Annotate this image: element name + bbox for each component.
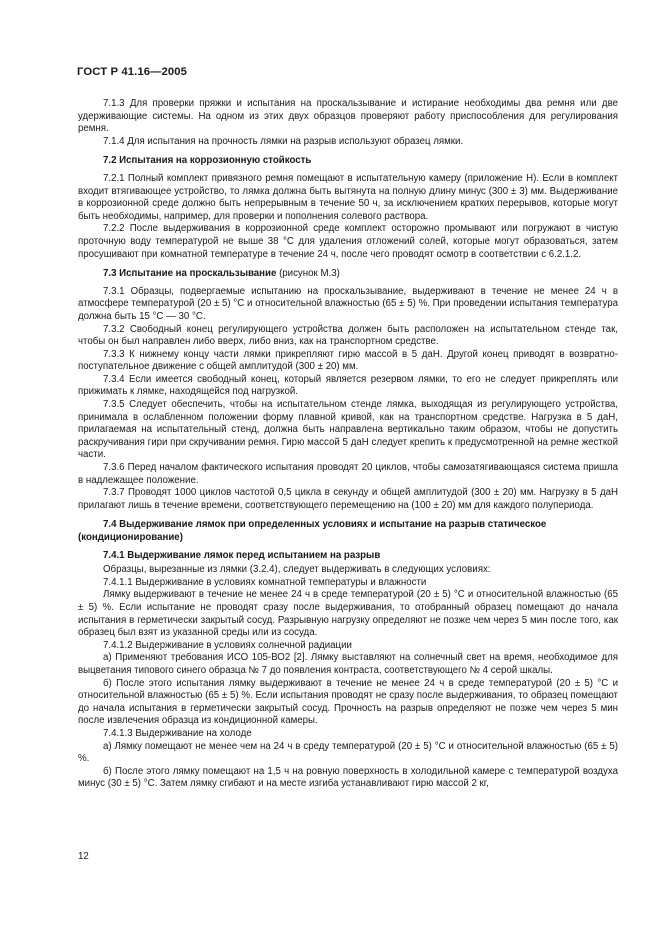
paragraph: 7.3.2 Свободный конец регулирующего устройства должен быть расположен на испытательном стенде так, чтобы он был направлен либо вверх, либо вниз, как на транспортном средстве. — [78, 323, 618, 348]
paragraph: 7.3.6 Перед началом фактического испытания проводят 20 циклов, чтобы самозатягивающаяся система пришла в надлежащее положение. — [78, 462, 618, 486]
section-heading — [78, 268, 618, 281]
paragraph: 7.3.3 К нижнему концу части лямки прикрепляют гирю массой в 5 даН. Другой конец приводят в возвратно-поступательное движение с общей амплитудой (300 ± 20) мм. — [78, 348, 618, 373]
section-heading — [78, 519, 618, 544]
heading-text: 7.3 Испытание на проскальзывание — [103, 268, 277, 280]
document-header: ГОСТ Р 41.16—2005 — [77, 66, 188, 78]
paragraph: 7.4.1.3 Выдерживание на холоде — [103, 727, 252, 739]
paragraph: 7.2.2 После выдерживания в коррозионной среде комплект осторожно промывают или погружают в чистую проточную воду температурой не выше 38 °С для удаления отложений солей, которые могут образоваться, затем просушивают при комнатной температуре в течение 24 ч, после чего проводят осмотр в соответствии с 6.2.1.2. — [78, 223, 618, 260]
section-heading — [78, 155, 618, 168]
paragraph: 7.3.7 Проводят 1000 циклов частотой 0,5 цикла в секунду и общей амплитудой (300 ± 20) мм. Нагрузку в 5 даН прилагают лишь в течение времени, соответствующего перемещению на (100 ± 20) мм для каждого полупериода. — [78, 487, 618, 511]
page-number: 12 — [78, 851, 89, 862]
paragraph: 7.3.4 Если имеется свободный конец, который является резервом лямки, то его не следует прикреплять или прижимать к лямке, находящейся под нагрузкой. — [78, 373, 618, 398]
heading-text: 7.4.1 Выдерживание лямок перед испытанием на разрыв — [103, 549, 381, 561]
paragraph: 7.1.4 Для испытания на прочность лямки на разрыв используют образец лямки. — [103, 135, 464, 147]
paragraph: б) После этого испытания лямку выдерживают в течение не менее 24 ч в среде температурой (20 ± 5) °С и относительной влажностью (65 ± 5) %. Если испытания проводят не сразу после выдерживания, то образец помещают до начала испытания в герметически закрытый сосуд. Прочность на разрыв определяют не позже чем через 5 мин после извлечения образца из кондиционной камеры. — [78, 677, 618, 727]
document-body — [78, 98, 618, 791]
paragraph: 7.1.3 Для проверки пряжки и испытания на проскальзывание и истирание необходимы два ремня или две удерживающие системы. На одном из этих двух образцов проверяют работу приспособления для регулирования ремня. — [78, 98, 618, 135]
paragraph: а) Лямку помещают не менее чем на 24 ч в среду температурой (20 ± 5) °С и относительной влажностью (65 ± 5) %. — [78, 740, 618, 765]
paragraph: 7.2.1 Полный комплект привязного ремня помещают в испытательную камеру (приложение Н). Если в комплект входит втягивающее устройство, то лямка должна быть вытянута на полную длину минус (300 ± 3) мм. Выдерживание в коррозионной среде должно быть непрерывным в течение 50 ч, за исключением кратких перерывов, которые могут быть необходимы, например, для проверки и пополнения солевого раствора. — [78, 172, 618, 222]
paragraph: б) После этого лямку помещают на 1,5 ч на ровную поверхность в холодильной камере с температурой воздуха минус (30 ± 5) °С. Затем лямку сгибают и на месте изгиба устанавливают гирю массой 2 кг, — [78, 765, 618, 790]
heading-reference: (рисунок М.3) — [276, 268, 340, 280]
paragraph: 7.4.1.1 Выдерживание в условиях комнатной температуры и влажности — [103, 576, 427, 588]
paragraph: а) Применяют требования ИСО 105-ВО2 [2]. Лямку выставляют на солнечный свет на время, необходимое для выцветания типового синего образца № 7 до появления контраста, соответствующего № 4 серой шкалы. — [78, 652, 618, 676]
paragraph: 7.4.1.2 Выдерживание в условиях солнечной радиации — [103, 639, 352, 651]
heading-text: 7.2 Испытания на коррозионную стойкость — [103, 155, 312, 167]
paragraph: 7.3.5 Следует обеспечить, чтобы на испытательном стенде лямка, выходящая из регулирующего устройства, принимала в ослабленном положении форму плавной кривой, как на транспортном средстве. Нагрузка в 5 даН, прилагаемая на испытательный стенд, должна быть направлена вертикально таким образом, чтобы не допустить раскручивания гири при скручивании ремня. Гирю массой 5 даН следует крепить к предусмотренной на ремне жесткой части. — [78, 399, 618, 461]
paragraph: Образцы, вырезанные из лямки (3.2.4), следует выдерживать в следующих условиях: — [103, 564, 491, 576]
paragraph: 7.3.1 Образцы, подвергаемые испытанию на проскальзывание, выдерживают в течение не менее 24 ч в атмосфере температурой (20 ± 5) °С и относительной влажностью (65 ± 5) %. При проведении испытания температура должна быть 15 °С — 30 °С. — [78, 285, 618, 322]
paragraph: Лямку выдерживают в течение не менее 24 ч в среде температурой (20 ± 5) °С и относительной влажностью (65 ± 5) %. Если испытание не проводят сразу после выдерживания, то отобранный образец помещают до начала испытания в герметически закрытый сосуд. Разрывную нагрузку определяют не позже чем через 5 мин после того, как образец был взят из указанной среды или из сосуда. — [78, 589, 618, 639]
heading-text: 7.4 Выдерживание лямок при определенных условиях и испытание на разрыв статическое (кондиционирование) — [78, 519, 547, 543]
subsection-heading — [78, 550, 618, 563]
